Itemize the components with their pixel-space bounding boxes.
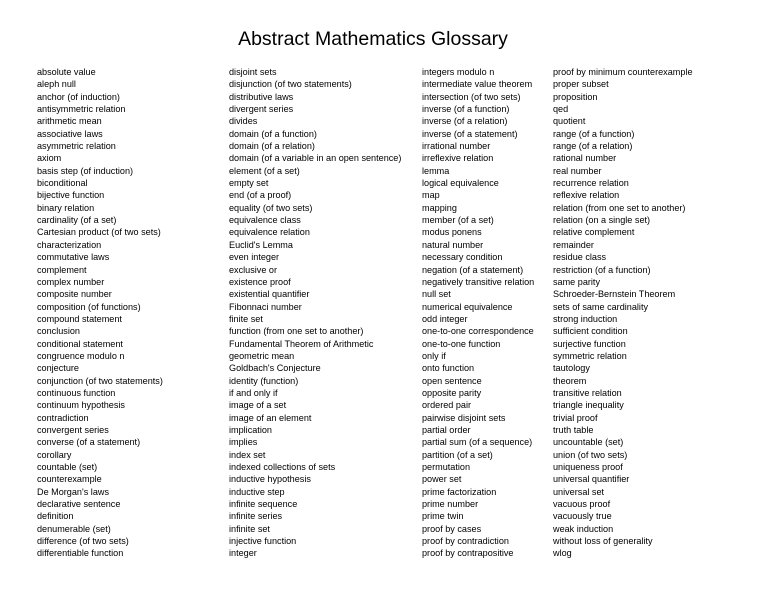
glossary-term: counterexample — [37, 474, 102, 485]
glossary-term: basis step (of induction) — [37, 165, 134, 176]
glossary-term: remainder — [553, 239, 594, 250]
glossary-term: integer — [229, 548, 257, 559]
glossary-term: inverse (of a relation) — [422, 116, 508, 127]
glossary-term: partial order — [422, 424, 471, 435]
glossary-term: convergent series — [37, 424, 109, 435]
glossary-column-3 — [422, 66, 534, 560]
glossary-term: lemma — [422, 165, 450, 176]
glossary-term: De Morgan's laws — [37, 486, 109, 497]
glossary-term: existence proof — [229, 276, 291, 287]
glossary-term: conditional statement — [37, 338, 123, 349]
glossary-term: inductive hypothesis — [229, 474, 311, 485]
glossary-term: permutation — [422, 462, 471, 472]
glossary-term: associative laws — [37, 128, 103, 139]
glossary-term: negatively transitive relation — [422, 276, 535, 287]
glossary-term: one-to-one function — [422, 338, 501, 349]
glossary-term: inverse (of a statement) — [422, 128, 518, 139]
glossary-term: map — [422, 190, 440, 201]
glossary-term: prime number — [422, 499, 479, 510]
glossary-term: union (of two sets) — [553, 449, 628, 460]
glossary-term: existential quantifier — [229, 289, 310, 300]
glossary-term: proof by minimum counterexample — [553, 67, 693, 77]
glossary-term: mapping — [422, 202, 457, 213]
glossary-term: qed — [553, 104, 569, 115]
glossary-column-1 — [37, 66, 163, 560]
glossary-term: member (of a set) — [422, 215, 494, 226]
glossary-term: biconditional — [37, 178, 88, 189]
glossary-term: prime twin — [422, 511, 464, 522]
glossary-term: trivial proof — [553, 412, 598, 423]
glossary-term: aleph null — [37, 79, 76, 90]
glossary-term: contradiction — [37, 412, 89, 423]
glossary-term: implication — [229, 424, 272, 435]
glossary-term: intersection (of two sets) — [422, 91, 521, 102]
glossary-column-4 — [553, 66, 693, 560]
glossary-term: arithmetic mean — [37, 116, 102, 127]
glossary-term: empty set — [229, 178, 269, 189]
glossary-term: injective function — [229, 536, 297, 547]
glossary-term: index set — [229, 449, 266, 460]
glossary-term: infinite set — [229, 523, 270, 534]
page-title: Abstract Mathematics Glossary — [238, 28, 508, 50]
glossary-term: Cartesian product (of two sets) — [37, 227, 161, 238]
glossary-term: same parity — [553, 276, 601, 287]
glossary-term: intermediate value theorem — [422, 79, 533, 90]
glossary-term: implies — [229, 437, 258, 448]
glossary-term: conclusion — [37, 326, 80, 337]
glossary-term: asymmetric relation — [37, 141, 116, 152]
glossary-term: reflexive relation — [553, 190, 620, 201]
glossary-term: anchor (of induction) — [37, 91, 120, 102]
glossary-term: tautology — [553, 363, 590, 374]
glossary-term: opposite parity — [422, 387, 482, 398]
glossary-term: if and only if — [229, 387, 278, 398]
glossary-term: numerical equivalence — [422, 301, 513, 312]
glossary-term: odd integer — [422, 313, 468, 324]
glossary-term: converse (of a statement) — [37, 437, 141, 448]
glossary-term: relative complement — [553, 227, 635, 238]
glossary-term: sets of same cardinality — [553, 301, 649, 312]
glossary-term: uncountable (set) — [553, 437, 624, 448]
glossary-term: corollary — [37, 449, 72, 460]
glossary-term: residue class — [553, 252, 607, 263]
glossary-term: without loss of generality — [553, 536, 653, 547]
glossary-term: definition — [37, 511, 74, 522]
glossary-term: pairwise disjoint sets — [422, 412, 506, 423]
glossary-term: onto function — [422, 363, 475, 374]
glossary-term: proposition — [553, 91, 598, 102]
glossary-term: bijective function — [37, 190, 105, 201]
glossary-term: difference (of two sets) — [37, 536, 129, 547]
glossary-term: irreflexive relation — [422, 153, 494, 164]
glossary-term: infinite sequence — [229, 499, 298, 510]
glossary-term: divides — [229, 116, 258, 127]
glossary-term: real number — [553, 165, 602, 176]
glossary-term: recurrence relation — [553, 178, 629, 189]
glossary-term: universal quantifier — [553, 474, 630, 485]
glossary-term: geometric mean — [229, 350, 295, 361]
glossary-term: denumerable (set) — [37, 523, 111, 534]
glossary-term: restriction (of a function) — [553, 264, 651, 275]
glossary-term: uniqueness proof — [553, 462, 623, 472]
glossary-term: partition (of a set) — [422, 449, 493, 460]
glossary-term: end (of a proof) — [229, 190, 292, 201]
glossary-term: one-to-one correspondence — [422, 326, 534, 337]
glossary-term: prime factorization — [422, 486, 497, 497]
glossary-term: continuous function — [37, 387, 116, 398]
glossary-term: theorem — [553, 375, 587, 386]
glossary-term: weak induction — [553, 523, 614, 534]
glossary-term: equivalence class — [229, 215, 301, 226]
glossary-term: Fundamental Theorem of Arithmetic — [229, 338, 374, 349]
glossary-term: inverse (of a function) — [422, 104, 510, 115]
glossary-term: truth table — [553, 424, 594, 435]
glossary-term: proper subset — [553, 79, 609, 90]
glossary-term: open sentence — [422, 375, 482, 386]
glossary-term: only if — [422, 350, 446, 361]
glossary-term: declarative sentence — [37, 499, 121, 510]
glossary-term: cardinality (of a set) — [37, 215, 117, 226]
glossary-term: null set — [422, 289, 451, 300]
glossary-term: identity (function) — [229, 375, 299, 386]
glossary-term: composite number — [37, 289, 112, 300]
glossary-term: complement — [37, 264, 87, 275]
glossary-term: equivalence relation — [229, 227, 310, 238]
glossary-term: compound statement — [37, 313, 122, 324]
glossary-term: vacuous proof — [553, 499, 611, 510]
glossary-term: commutative laws — [37, 252, 110, 263]
glossary-term: domain (of a function) — [229, 128, 317, 139]
glossary-term: element (of a set) — [229, 165, 300, 176]
glossary-term: symmetric relation — [553, 350, 627, 361]
glossary-term: conjecture — [37, 363, 79, 374]
glossary-term: infinite series — [229, 511, 283, 522]
glossary-term: image of a set — [229, 400, 287, 411]
glossary-term: range (of a function) — [553, 128, 635, 139]
glossary-term: antisymmetric relation — [37, 104, 126, 115]
glossary-term: divergent series — [229, 104, 294, 115]
glossary-term: disjunction (of two statements) — [229, 79, 352, 90]
glossary-term: disjoint sets — [229, 67, 277, 77]
glossary-term: power set — [422, 474, 462, 485]
glossary-term: rational number — [553, 153, 617, 164]
glossary-term: differentiable function — [37, 548, 124, 559]
glossary-column-2 — [229, 66, 401, 560]
glossary-term: distributive laws — [229, 91, 294, 102]
glossary-term: exclusive or — [229, 264, 278, 275]
glossary-term: relation (from one set to another) — [553, 202, 686, 213]
glossary-term: binary relation — [37, 202, 95, 213]
glossary-term: integers modulo n — [422, 67, 495, 77]
glossary-term: image of an element — [229, 412, 312, 423]
glossary-term: irrational number — [422, 141, 491, 152]
glossary-term: sufficient condition — [553, 326, 628, 337]
glossary-term: strong induction — [553, 313, 618, 324]
glossary-term: proof by contrapositive — [422, 548, 514, 559]
glossary-term: even integer — [229, 252, 280, 263]
glossary-term: logical equivalence — [422, 178, 499, 189]
glossary-term: Goldbach's Conjecture — [229, 363, 321, 374]
glossary-term: inductive step — [229, 486, 285, 497]
glossary-term: indexed collections of sets — [229, 462, 336, 472]
glossary-term: wlog — [553, 548, 572, 559]
glossary-term: axiom — [37, 153, 62, 164]
glossary-term: characterization — [37, 239, 102, 250]
glossary-term: domain (of a relation) — [229, 141, 315, 152]
glossary-term: surjective function — [553, 338, 626, 349]
glossary-term: triangle inequality — [553, 400, 624, 411]
glossary-term: modus ponens — [422, 227, 482, 238]
glossary-term: countable (set) — [37, 462, 98, 472]
glossary-term: range (of a relation) — [553, 141, 633, 152]
glossary-term: Fibonnaci number — [229, 301, 302, 312]
glossary-term: necessary condition — [422, 252, 503, 263]
glossary-term: complex number — [37, 276, 105, 287]
glossary-term: finite set — [229, 313, 263, 324]
glossary-term: Schroeder-Bernstein Theorem — [553, 289, 676, 300]
glossary-term: universal set — [553, 486, 605, 497]
glossary-term: function (from one set to another) — [229, 326, 364, 337]
glossary-term: absolute value — [37, 67, 96, 77]
glossary-term: Euclid's Lemma — [229, 239, 293, 250]
glossary-term: conjunction (of two statements) — [37, 375, 163, 386]
glossary-term: congruence modulo n — [37, 350, 125, 361]
glossary-term: continuum hypothesis — [37, 400, 125, 411]
glossary-term: negation (of a statement) — [422, 264, 524, 275]
glossary-term: relation (on a single set) — [553, 215, 651, 226]
glossary-term: vacuously true — [553, 511, 612, 522]
glossary-term: transitive relation — [553, 387, 622, 398]
glossary-term: composition (of functions) — [37, 301, 141, 312]
glossary-term: proof by cases — [422, 523, 482, 534]
glossary-term: partial sum (of a sequence) — [422, 437, 533, 448]
glossary-term: equality (of two sets) — [229, 202, 313, 213]
glossary-term: domain (of a variable in an open sentence) — [229, 153, 402, 164]
glossary-term: quotient — [553, 116, 586, 127]
glossary-term: natural number — [422, 239, 484, 250]
glossary-term: ordered pair — [422, 400, 472, 411]
glossary-term: proof by contradiction — [422, 536, 509, 547]
